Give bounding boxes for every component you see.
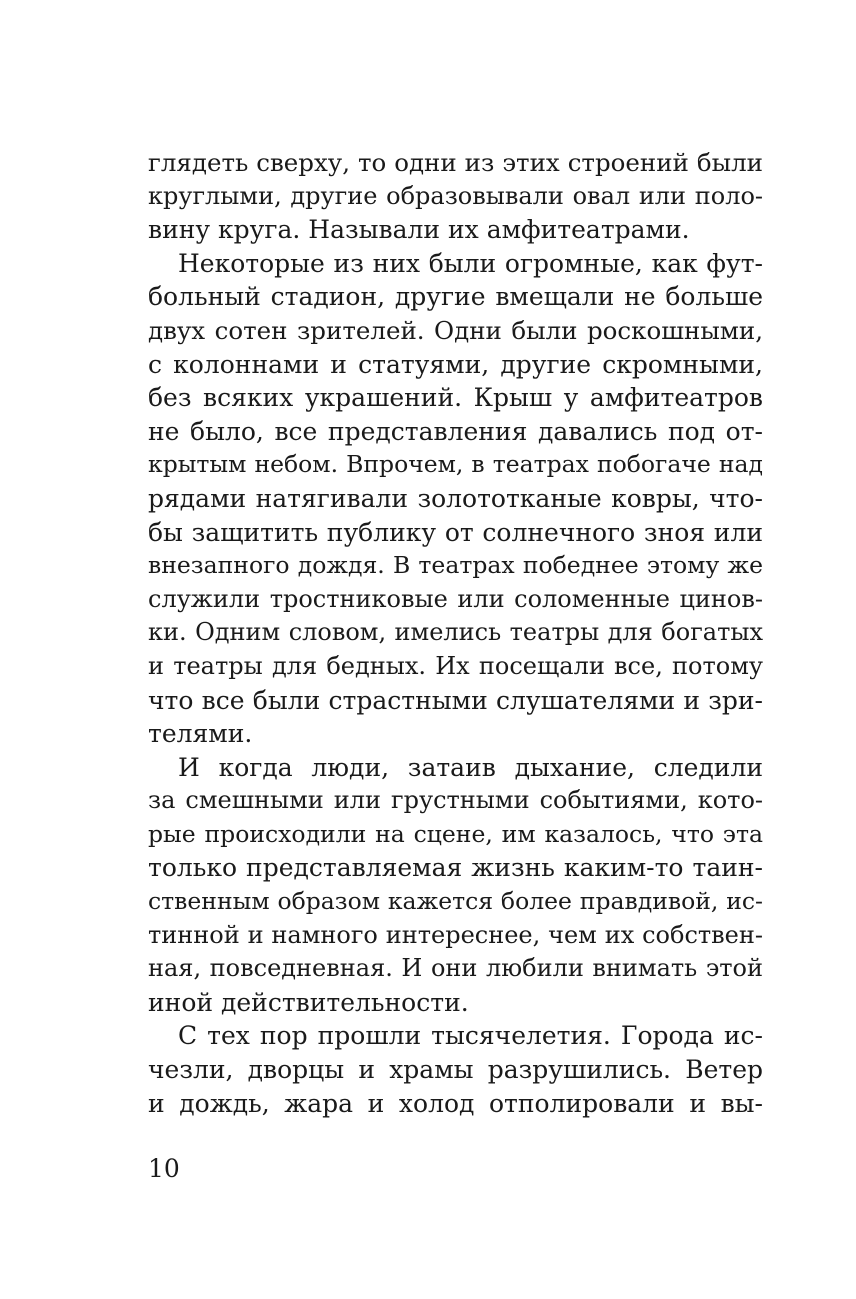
text-line: и театры для бедных. Их посещали все, потому <box>148 651 763 680</box>
text-line: рые происходили на сцене, им казалось, что эта <box>148 819 763 848</box>
body-text <box>148 146 763 1120</box>
text-line: за смешными или грустными событиями, кото- <box>148 786 763 815</box>
text-line: не было, все представления давались под от- <box>148 416 763 446</box>
text-line: крытым небом. Впрочем, в театрах побогаче над <box>148 450 763 479</box>
text-line: бы защитить публику от солнечного зноя или <box>148 517 763 547</box>
text-line: круглыми, другие образовывали овал или поло- <box>148 181 763 210</box>
text-line: без всяких украшений. Крыш у амфитеатров <box>148 383 763 413</box>
text-line: И когда люди, затаив дыхание, следили <box>178 752 763 782</box>
text-line: ственным образом кажется более правдивой, ис- <box>148 887 763 916</box>
text-line: Некоторые из них были огромные, как фут- <box>178 248 763 278</box>
text-line: вину круга. Называли их амфитеатрами. <box>148 215 690 245</box>
text-line: чезли, дворцы и храмы разрушились. Ветер <box>148 1055 763 1085</box>
text-line: С тех пор прошли тысячелетия. Города ис- <box>178 1021 763 1051</box>
text-line: иной действительности. <box>148 987 469 1017</box>
text-line: служили тростниковые или соломенные цинов- <box>148 584 763 613</box>
text-line: внезапного дождя. В театрах победнее этому же <box>148 551 763 580</box>
text-line: тинной и намного интереснее, чем их собствен- <box>148 920 763 949</box>
text-line: только представляемая жизнь каким-то таин- <box>148 853 763 883</box>
text-line: ная, повседневная. И они любили внимать этой <box>148 954 763 983</box>
text-line: что все были страстными слушателями и зри- <box>148 685 763 715</box>
page-number: 10 <box>148 1154 180 1183</box>
text-line: и дождь, жара и холод отполировали и вы- <box>148 1088 763 1118</box>
text-line: глядеть сверху, то одни из этих строений были <box>148 148 763 177</box>
text-line: больный стадион, другие вмещали не больше <box>148 282 763 312</box>
text-line: с колоннами и статуями, другие скромными, <box>148 349 763 379</box>
text-line: рядами натягивали золототканые ковры, что- <box>148 483 763 513</box>
text-line: телями. <box>148 719 253 749</box>
text-line: ки. Одним словом, имелись театры для богатых <box>148 618 763 647</box>
text-line: двух сотен зрителей. Одни были роскошными, <box>148 315 763 345</box>
